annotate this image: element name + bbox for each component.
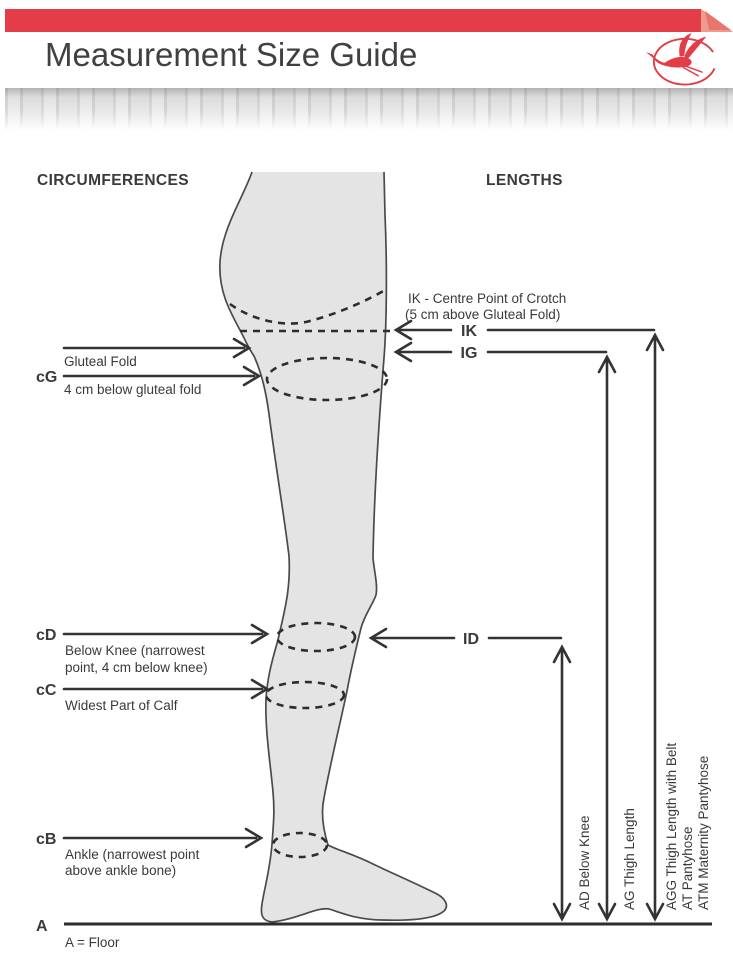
cc-arrow [64, 680, 267, 698]
floor-group [36, 918, 712, 950]
circumferences-heading: CIRCUMFERENCES [37, 172, 189, 189]
agg-label-line3: ATM Maternity Pantyhose [696, 755, 711, 910]
ad-label: AD Below Knee [577, 815, 592, 910]
cb-label-line1: Ankle (narrowest point [65, 847, 200, 862]
cb-measure-group [36, 829, 261, 878]
agg-vertical-group [647, 335, 711, 919]
lengths-heading: LENGTHS [486, 172, 563, 189]
cg-measure-group [36, 339, 259, 397]
cc-measure-group [36, 680, 267, 713]
cd-code: cD [36, 627, 57, 644]
cc-code: cC [36, 682, 57, 699]
ik-note-line2: (5 cm above Gluteal Fold) [405, 307, 561, 322]
ik-length-group [396, 321, 654, 340]
ik-note-line1: IK - Centre Point of Crotch [408, 291, 567, 306]
ag-vertical-group [599, 357, 637, 919]
cc-label-line1: Widest Part of Calf [65, 698, 178, 713]
ag-vertical-arrow [599, 357, 615, 919]
cd-label-line1: Below Knee (narrowest [65, 643, 205, 658]
ad-vertical-arrow [554, 647, 570, 919]
leg-shape [220, 172, 447, 922]
leg-silhouette [220, 172, 447, 922]
page-title: Measurement Size Guide [45, 36, 418, 73]
ig-code: IG [460, 345, 478, 362]
cb-label-line2: above ankle bone) [65, 863, 177, 878]
a-code: A [36, 918, 48, 935]
cg-code: cG [36, 369, 58, 386]
cd-label-line2: point, 4 cm below knee) [65, 660, 208, 675]
id-code: ID [463, 631, 479, 648]
ag-label: AG Thigh Length [622, 808, 637, 910]
cg-label-line2: 4 cm below gluteal fold [64, 382, 202, 397]
cb-code: cB [36, 831, 57, 848]
cd-measure-group [36, 625, 267, 675]
cd-arrow [64, 625, 267, 643]
ig-arrow [396, 343, 606, 361]
agg-label-line2: AT Pantyhose [680, 826, 695, 910]
a-floor-note: A = Floor [65, 935, 120, 950]
ik-code: IK [461, 323, 477, 340]
cb-arrow [64, 829, 261, 847]
ik-arrow [396, 321, 654, 339]
agg-vertical-arrow [647, 335, 663, 919]
agg-label-line1: AGG Thigh Length with Belt [664, 742, 679, 910]
ig-length-group [396, 343, 606, 362]
id-length-group [371, 629, 561, 648]
cg-label-line1: Gluteal Fold [64, 354, 137, 369]
ad-vertical-group [554, 647, 592, 919]
